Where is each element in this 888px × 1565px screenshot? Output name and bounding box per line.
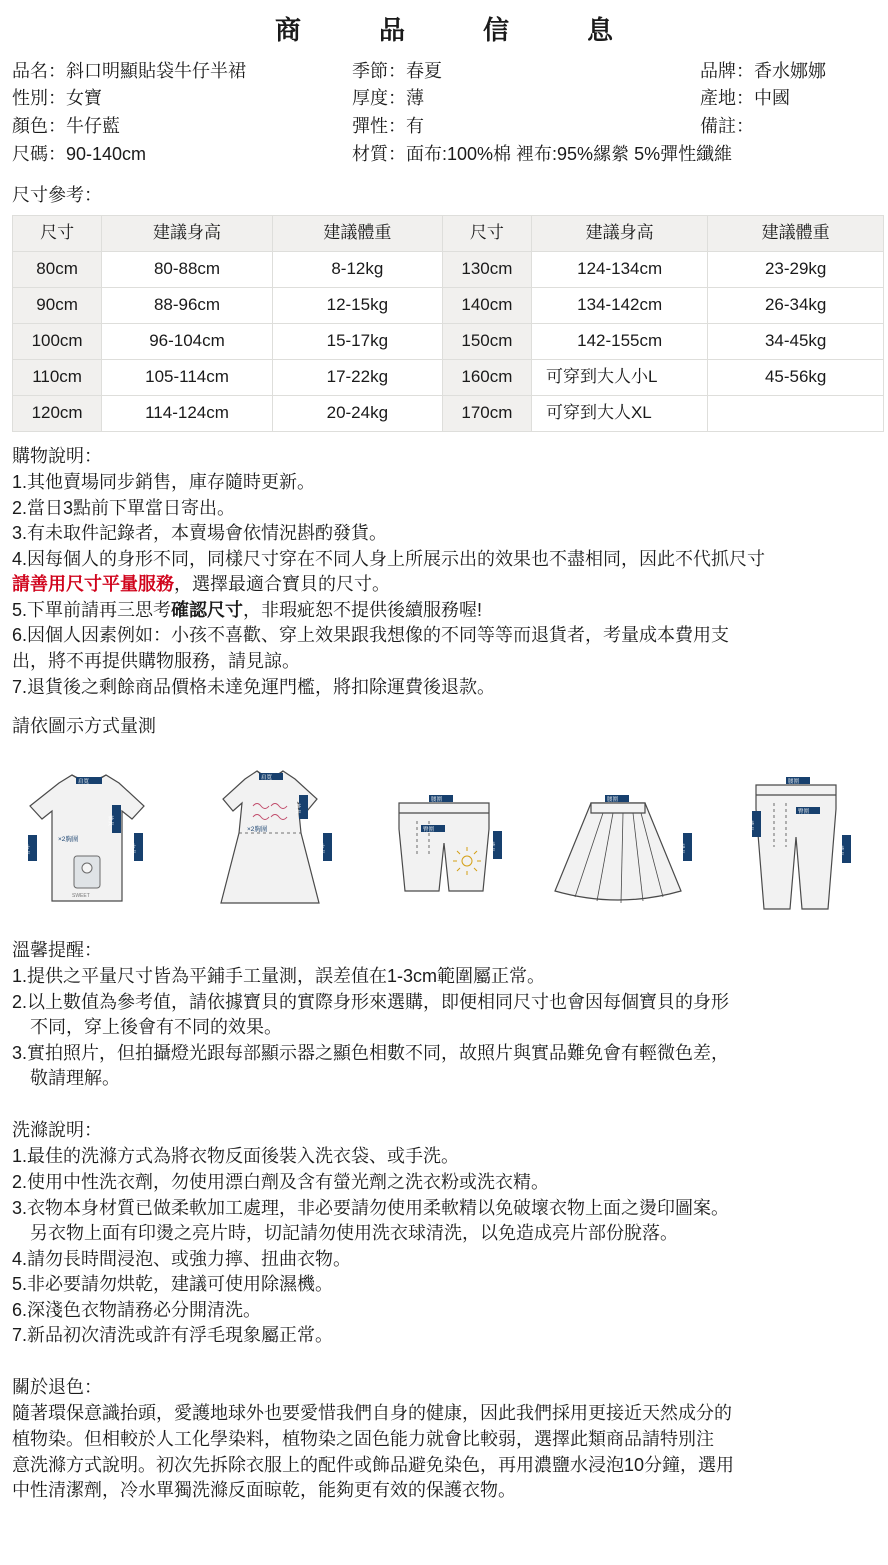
svg-text:肩寬: 肩寬 — [261, 774, 273, 781]
cell-weight-2 — [708, 395, 884, 431]
cell-height-2: 可穿到大人小L — [531, 359, 707, 395]
svg-text:臀圍: 臀圍 — [422, 826, 434, 833]
svg-text:肩寬: 肩寬 — [78, 778, 90, 785]
cell-height-2: 134-142cm — [531, 287, 707, 323]
measure-service-highlight: 請善用尺寸平量服務 — [12, 574, 174, 595]
measurement-figures — [8, 746, 880, 926]
table-row — [13, 251, 884, 287]
cell-size-1: 100cm — [13, 323, 102, 359]
info-item-thickness: 厚度：薄 — [352, 88, 424, 109]
washing-line-3b: 另衣物上面有印燙之亮片時，切記請勿使用洗衣球清洗，以免造成亮片部份脫落。 — [30, 1223, 678, 1244]
shopping-notes-head: 購物說明： — [12, 445, 102, 466]
washing-line-5: 5.非必要請勿烘乾，建議可使用除濕機。 — [12, 1274, 334, 1295]
size-reference-table — [12, 215, 884, 432]
col-size-1: 尺寸 — [13, 215, 102, 251]
shopping-note-7: 7.退貨後之剩餘商品價格未達免運門檻，將扣除運費後退款。 — [12, 676, 496, 697]
cell-size-2: 130cm — [442, 251, 531, 287]
washing-line-6: 6.深淺色衣物請務必分開清洗。 — [12, 1299, 262, 1320]
confirm-size-pre: 5.下單前請再三思考 — [12, 599, 172, 620]
cell-height-2: 142-155cm — [531, 323, 707, 359]
cell-weight-2: 23-29kg — [708, 251, 884, 287]
table-row — [13, 359, 884, 395]
shorts-diagram — [377, 751, 512, 926]
cell-size-1: 90cm — [13, 287, 102, 323]
svg-text:袖長: 袖長 — [107, 814, 113, 826]
long-pants-diagram — [724, 751, 874, 926]
info-item-color: 顏色：牛仔藍 — [12, 116, 120, 136]
cell-weight-2: 34-45kg — [708, 323, 884, 359]
cell-weight-2: 45-56kg — [708, 359, 884, 395]
long-sleeve-top-diagram — [14, 761, 164, 926]
table-row — [13, 395, 884, 431]
info-item-elasticity: 彈性：有 — [352, 116, 424, 136]
product-info-grid — [8, 59, 880, 173]
col-weight-2: 建議體重 — [708, 215, 884, 251]
svg-text:臀圍: 臀圍 — [798, 808, 810, 815]
cell-height-1: 114-124cm — [102, 395, 273, 431]
measure-service-rest: ，選擇最適合寶貝的尺寸。 — [174, 574, 390, 595]
fading-head: 關於退色： — [12, 1376, 102, 1397]
fading-line-3: 意洗滌方式說明。初次先拆除衣服上的配件或飾品避免染色，再用濃鹽水浸泡10分鐘，選用 — [12, 1454, 735, 1475]
page-title: 商 品 信 息 — [274, 15, 639, 45]
svg-text:衣長: 衣長 — [318, 842, 325, 854]
fading-notes — [8, 1363, 880, 1504]
info-item-name: 品名：斜口明顯貼袋牛仔半裙 — [12, 60, 246, 81]
col-weight-1: 建議體重 — [272, 215, 442, 251]
shopping-note-6: 6.因個人因素例如：小孩不喜歡、穿上效果跟我想像的不同等等而退貨者，考量成本費用支 — [12, 625, 730, 646]
svg-text:SWEET: SWEET — [72, 892, 90, 899]
washing-line-4: 4.請勿長時間浸泡、或強力擰、扭曲衣物。 — [12, 1248, 352, 1269]
col-size-2: 尺寸 — [442, 215, 531, 251]
col-height-1: 建議身高 — [102, 215, 273, 251]
cell-height-2: 124-134cm — [531, 251, 707, 287]
info-item-gender: 性別：女寶 — [12, 88, 102, 109]
col-height-2: 建議身高 — [531, 215, 707, 251]
dress-diagram — [195, 751, 345, 926]
cell-size-1: 80cm — [13, 251, 102, 287]
svg-text:裙長: 裙長 — [677, 842, 684, 854]
cell-weight-1: 17-22kg — [272, 359, 442, 395]
svg-text:腰圍: 腰圍 — [606, 796, 618, 803]
svg-text:衣長: 衣長 — [129, 842, 135, 854]
reminder-head: 溫馨提醒： — [12, 939, 102, 960]
shopping-note-5 — [12, 598, 876, 624]
skirt-diagram — [543, 751, 693, 926]
cell-size-1: 110cm — [13, 359, 102, 395]
fading-line-2: 植物染。但相較於人工化學染料，植物染之固色能力就會比較弱，選擇此類商品請特別注 — [12, 1428, 714, 1449]
washing-line-7: 7.新品初次清洗或許有浮毛現象屬正常。 — [12, 1325, 334, 1346]
reminder-line-3: 3.實拍照片，但拍攝燈光跟每部顯示器之顯色相數不同，故照片與實品難免會有輕微色差， — [12, 1042, 730, 1063]
info-item-remark: 備註： — [700, 116, 754, 136]
svg-text:褲長: 褲長 — [487, 840, 494, 852]
svg-text:衣長: 衣長 — [23, 843, 29, 855]
size-section-label: 尺寸參考： — [12, 185, 102, 206]
cell-weight-2: 26-34kg — [708, 287, 884, 323]
cell-size-1: 120cm — [13, 395, 102, 431]
svg-text:褲長: 褲長 — [747, 819, 753, 831]
cell-size-2: 140cm — [442, 287, 531, 323]
cell-weight-1: 20-24kg — [272, 395, 442, 431]
shopping-note-6b: 出，將不再提供購物服務，請見諒。 — [12, 651, 300, 672]
info-item-blank — [700, 142, 876, 168]
reminder-notes — [8, 926, 880, 1092]
cell-weight-1: 15-17kg — [272, 323, 442, 359]
cell-height-1: 80-88cm — [102, 251, 273, 287]
cell-height-1: 105-114cm — [102, 359, 273, 395]
confirm-size-rest: ，非瑕疵恕不提供後續服務喔! — [243, 599, 483, 620]
cell-size-2: 150cm — [442, 323, 531, 359]
svg-text:袖長: 袖長 — [294, 802, 301, 814]
cell-height-1: 88-96cm — [102, 287, 273, 323]
shopping-note-3: 3.有未取件記錄者，本賣場會依情況斟酌發貨。 — [12, 523, 388, 544]
reminder-line-2: 2.以上數值為參考值，請依據寶貝的實際身形來選購，即便相同尺寸也會因每個寶貝的身形 — [12, 991, 730, 1012]
reminder-line-2b: 不同，穿上後會有不同的效果。 — [30, 1017, 282, 1038]
cell-weight-1: 8-12kg — [272, 251, 442, 287]
table-row — [13, 323, 884, 359]
info-item-material: 材質：面布:100%棉 裡布:95%縲縈 5%彈性纖維 — [352, 143, 733, 164]
shopping-note-4b — [12, 572, 876, 598]
shopping-notes — [8, 432, 880, 700]
reminder-line-1: 1.提供之平量尺寸皆為平鋪手工量測，誤差值在1-3cm範圍屬正常。 — [12, 966, 546, 987]
washing-head: 洗滌說明： — [12, 1119, 102, 1140]
table-row — [13, 287, 884, 323]
svg-text:×2胸圍: ×2胸圍 — [247, 825, 268, 833]
info-item-origin: 產地：中國 — [700, 88, 790, 109]
shopping-note-1: 1.其他賣場同步銷售，庫存隨時更新。 — [12, 472, 316, 493]
cell-size-2: 170cm — [442, 395, 531, 431]
washing-line-2: 2.使用中性洗衣劑，勿使用漂白劑及含有螢光劑之洗衣粉或洗衣精。 — [12, 1172, 550, 1193]
confirm-size-bold: 確認尺寸 — [171, 599, 244, 620]
table-header-row — [13, 215, 884, 251]
shopping-note-4: 4.因每個人的身形不同，同樣尺寸穿在不同人身上所展示出的效果也不盡相同，因此不代抓尺寸 — [12, 548, 766, 569]
svg-text:腰圍: 腰圍 — [430, 796, 442, 803]
cell-height-2: 可穿到大人XL — [531, 395, 707, 431]
washing-line-1: 1.最佳的洗滌方式為將衣物反面後裝入洗衣袋、或手洗。 — [12, 1146, 460, 1167]
cell-height-1: 96-104cm — [102, 323, 273, 359]
washing-line-3: 3.衣物本身材質已做柔軟加工處理，非必要請勿使用柔軟精以免破壞衣物上面之燙印圖案。 — [12, 1197, 730, 1218]
cell-weight-1: 12-15kg — [272, 287, 442, 323]
info-item-sizes: 尺碼：90-140cm — [12, 143, 147, 164]
washing-notes — [8, 1106, 880, 1349]
reminder-line-3b: 敬請理解。 — [30, 1068, 120, 1089]
svg-text:褲長: 褲長 — [837, 844, 843, 856]
fading-line-1: 隨著環保意識抬頭，愛護地球外也要愛惜我們自身的健康，因此我們採用更接近天然成分的 — [12, 1403, 732, 1424]
info-item-season: 季節：春夏 — [352, 60, 442, 81]
svg-text:×2胸圍: ×2胸圍 — [58, 835, 79, 843]
cell-size-2: 160cm — [442, 359, 531, 395]
svg-text:腰圍: 腰圍 — [788, 778, 800, 785]
fading-line-4: 中性清潔劑，冷水單獨洗滌反面晾乾，能夠更有效的保護衣物。 — [12, 1480, 516, 1501]
measure-instruction-label: 請依圖示方式量測 — [12, 716, 156, 737]
info-item-brand: 品牌：香水娜娜 — [700, 60, 826, 81]
shopping-note-2: 2.當日3點前下單當日寄出。 — [12, 497, 236, 518]
